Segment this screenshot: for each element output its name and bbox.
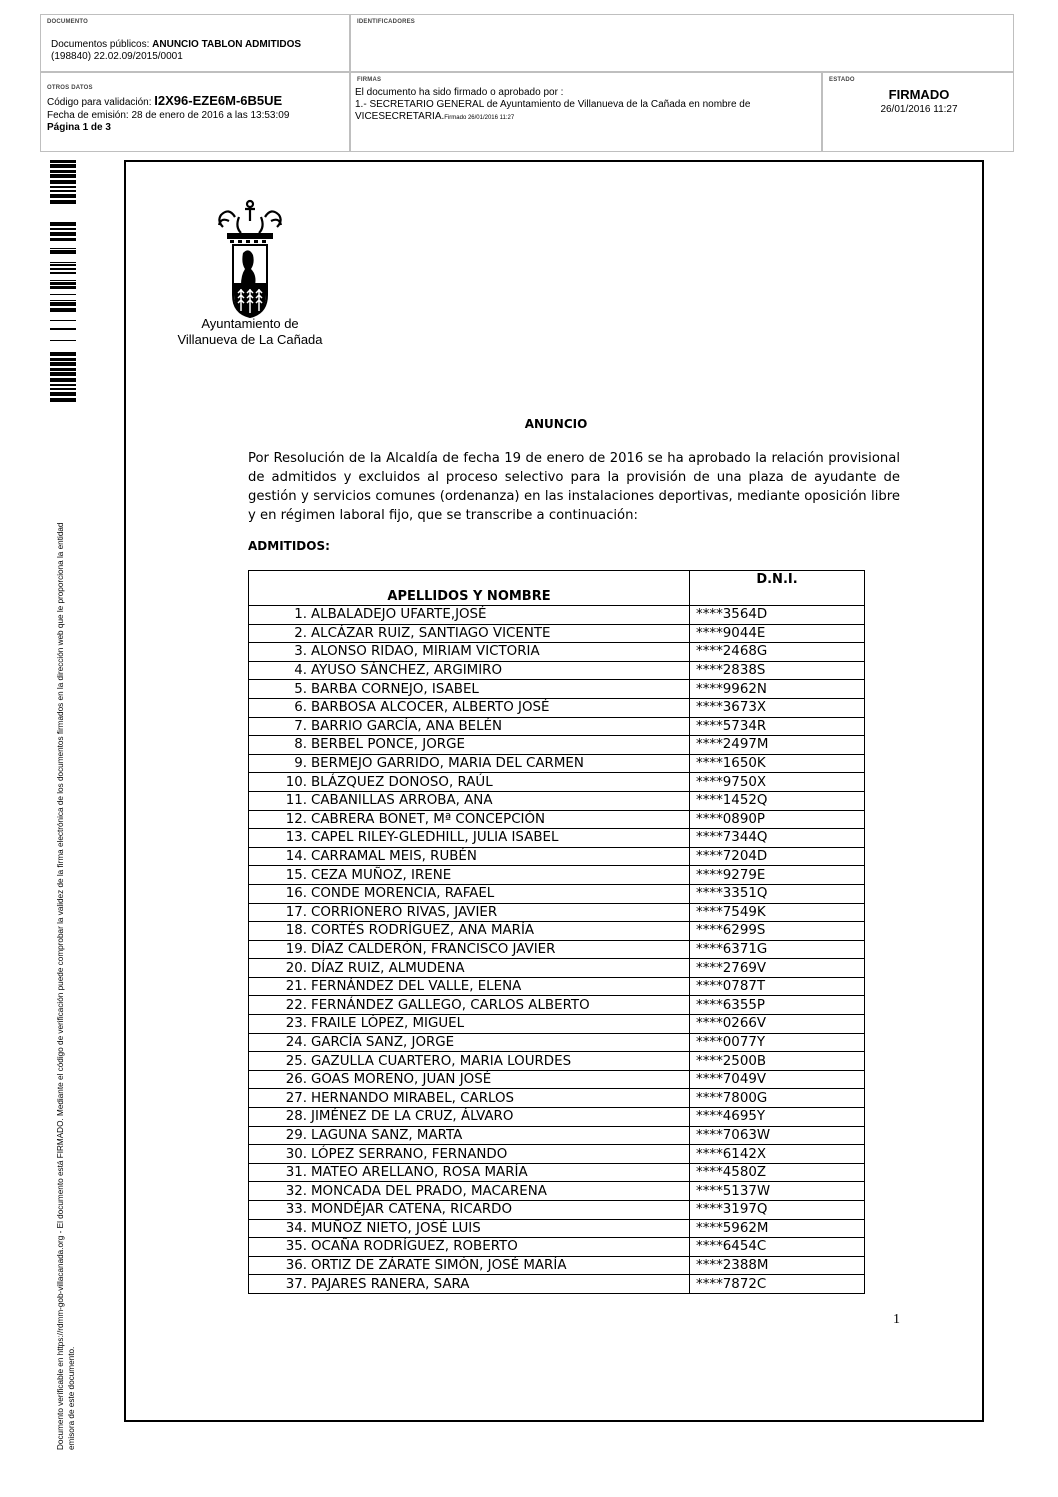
name-cell xyxy=(249,977,690,996)
dni-cell: ****4695Y xyxy=(690,1108,865,1127)
applicant-name: MATEO ARELLANO, ROSA MARÍA xyxy=(311,1165,528,1181)
table-row xyxy=(249,810,865,829)
applicant-name: BERMEJO GARRIDO, MARIA DEL CARMEN xyxy=(311,756,584,772)
applicant-name: CORRIONERO RIVAS, JAVIER xyxy=(311,904,498,920)
name-cell xyxy=(249,903,690,922)
table-row xyxy=(249,1052,865,1071)
row-number: 25. xyxy=(285,1053,307,1069)
applicant-name: BARBA CORNEJO, ISABEL xyxy=(311,681,479,697)
pagina-indicator: Página 1 de 3 xyxy=(47,122,111,133)
dni-cell: ****6355P xyxy=(690,996,865,1015)
table-row xyxy=(249,1126,865,1145)
name-cell xyxy=(249,1256,690,1275)
row-number: 9. xyxy=(294,756,307,772)
name-cell xyxy=(249,866,690,885)
page-number: 1 xyxy=(893,1312,900,1327)
applicant-name: AYUSO SÁNCHEZ, ARGIMIRO xyxy=(311,663,503,679)
dni-cell: ****1650K xyxy=(690,754,865,773)
name-cell xyxy=(249,1015,690,1034)
dni-cell: ****3351Q xyxy=(690,884,865,903)
row-number: 16. xyxy=(285,886,307,902)
name-cell xyxy=(249,1201,690,1220)
row-number: 7. xyxy=(294,718,307,734)
name-cell xyxy=(249,810,690,829)
name-cell xyxy=(249,643,690,662)
row-number: 21. xyxy=(285,979,307,995)
row-number: 14. xyxy=(285,849,307,865)
name-cell xyxy=(249,959,690,978)
dni-cell: ****2500B xyxy=(690,1052,865,1071)
name-cell xyxy=(249,680,690,699)
codigo-validacion: Código para validación: I2X96-EZE6M-6B5UE xyxy=(47,93,283,108)
row-number: 34. xyxy=(285,1220,307,1236)
applicant-name: GAZULLA CUARTERO, MARIA LOURDES xyxy=(311,1053,572,1069)
row-number: 35. xyxy=(285,1239,307,1255)
dni-cell: ****5962M xyxy=(690,1219,865,1238)
name-cell xyxy=(249,847,690,866)
dni-cell: ****2388M xyxy=(690,1256,865,1275)
name-cell xyxy=(249,1108,690,1127)
applicant-name: CAPEL RILEY-GLEDHILL, JULIA ISABEL xyxy=(311,830,559,846)
table-row xyxy=(249,643,865,662)
table-row xyxy=(249,959,865,978)
row-number: 3. xyxy=(294,644,307,660)
dni-cell: ****3197Q xyxy=(690,1201,865,1220)
dni-cell: ****5137W xyxy=(690,1182,865,1201)
documento-line1: Documentos públicos: ANUNCIO TABLON ADMITIDOS xyxy=(51,39,302,50)
row-number: 32. xyxy=(285,1183,307,1199)
row-number: 19. xyxy=(285,941,307,957)
row-number: 33. xyxy=(285,1202,307,1218)
name-cell xyxy=(249,1163,690,1182)
row-number: 22. xyxy=(285,997,307,1013)
resolution-paragraph: Por Resolución de la Alcaldía de fecha 19 de enero de 2016 se ha aprobado la relación provisional de admitidos y excluidos al proceso selectivo para la provisión de una plaza de ayudante de gestión y servicios comunes (ordenanza) en las instalaciones deportivas, mediante oposición libre y en régimen laboral fijo, que se transcribe a continuación: xyxy=(248,451,900,523)
dni-cell: ****4580Z xyxy=(690,1163,865,1182)
row-number: 28. xyxy=(285,1109,307,1125)
table-header-row xyxy=(249,571,865,606)
applicant-name: CEZA MUÑOZ, IRENE xyxy=(311,867,452,883)
row-number: 17. xyxy=(285,904,307,920)
table-row xyxy=(249,1219,865,1238)
row-number: 24. xyxy=(285,1034,307,1050)
applicant-name: ORTIZ DE ZÁRATE SIMÓN, JOSÉ MARÍA xyxy=(311,1258,567,1274)
table-row xyxy=(249,940,865,959)
name-cell xyxy=(249,996,690,1015)
row-number: 12. xyxy=(285,811,307,827)
row-number: 1. xyxy=(294,607,307,623)
name-cell xyxy=(249,1182,690,1201)
row-number: 15. xyxy=(285,867,307,883)
applicant-name: ALONSO RIDAO, MIRIAM VICTORIA xyxy=(311,644,540,660)
applicant-name: BARBOSA ALCOCER, ALBERTO JOSÉ xyxy=(311,700,550,716)
row-number: 6. xyxy=(294,700,307,716)
row-number: 4. xyxy=(294,663,307,679)
row-number: 31. xyxy=(285,1165,307,1181)
row-number: 18. xyxy=(285,923,307,939)
name-cell xyxy=(249,1238,690,1257)
otros-datos-cell xyxy=(40,72,350,152)
dni-cell: ****7800G xyxy=(690,1089,865,1108)
applicant-name: PAJARES RANERA, SARA xyxy=(311,1276,470,1292)
row-number: 8. xyxy=(294,737,307,753)
column-header-dni: D.N.I. xyxy=(690,571,865,606)
name-cell xyxy=(249,940,690,959)
column-header-name: APELLIDOS Y NOMBRE xyxy=(249,571,690,606)
table-row xyxy=(249,903,865,922)
row-number: 30. xyxy=(285,1146,307,1162)
dni-cell: ****6299S xyxy=(690,922,865,941)
table-row xyxy=(249,1201,865,1220)
name-cell xyxy=(249,1145,690,1164)
name-cell xyxy=(249,661,690,680)
side-verification-text xyxy=(56,430,77,1450)
firmas-line1: El documento ha sido firmado o aprobado por : xyxy=(355,87,564,98)
table-row xyxy=(249,606,865,625)
applicant-name: LÓPEZ SERRANO, FERNANDO xyxy=(311,1146,508,1162)
name-cell xyxy=(249,754,690,773)
applicant-name: MONDÉJAR CATENA, RICARDO xyxy=(311,1202,513,1218)
applicant-name: CABANILLAS ARROBA, ANA xyxy=(311,793,493,809)
dni-cell: ****2838S xyxy=(690,661,865,680)
dni-cell: ****7549K xyxy=(690,903,865,922)
dni-cell: ****0787T xyxy=(690,977,865,996)
row-number: 10. xyxy=(285,774,307,790)
dni-cell: ****3564D xyxy=(690,606,865,625)
fecha-emision: Fecha de emisión: 28 de enero de 2016 a las 13:53:09 xyxy=(47,110,290,121)
dni-cell: ****1452Q xyxy=(690,791,865,810)
dni-cell: ****6371G xyxy=(690,940,865,959)
dni-cell: ****6454C xyxy=(690,1238,865,1257)
logo-caption-line2: Villanueva de La Cañada xyxy=(177,332,323,347)
applicant-name: GOAS MORENO, JUAN JOSÉ xyxy=(311,1072,492,1088)
row-number: 26. xyxy=(285,1072,307,1088)
estado-value: FIRMADO xyxy=(888,87,950,102)
dni-cell: ****0266V xyxy=(690,1015,865,1034)
table-row xyxy=(249,1275,865,1294)
applicant-name: ALBALADEJO UFARTE,JOSÉ xyxy=(311,607,487,623)
table-row xyxy=(249,1033,865,1052)
name-cell xyxy=(249,1219,690,1238)
name-cell xyxy=(249,624,690,643)
name-cell xyxy=(249,1033,690,1052)
dni-cell: ****2468G xyxy=(690,643,865,662)
dni-cell: ****9750X xyxy=(690,773,865,792)
table-row xyxy=(249,661,865,680)
barcode xyxy=(50,160,76,412)
table-row xyxy=(249,717,865,736)
table-body xyxy=(249,606,865,1294)
name-cell xyxy=(249,829,690,848)
dni-cell: ****3673X xyxy=(690,698,865,717)
name-cell xyxy=(249,884,690,903)
applicant-name: OCAÑA RODRÍGUEZ, ROBERTO xyxy=(311,1239,518,1255)
row-number: 13. xyxy=(285,830,307,846)
name-cell xyxy=(249,606,690,625)
row-number: 23. xyxy=(285,1016,307,1032)
dni-cell: ****7204D xyxy=(690,847,865,866)
applicant-name: FRAILE LÓPEZ, MIGUEL xyxy=(311,1016,465,1032)
row-number: 11. xyxy=(285,793,307,809)
table-row xyxy=(249,829,865,848)
documento-cell xyxy=(40,14,350,72)
applicant-name: ALCÁZAR RUIZ, SANTIAGO VICENTE xyxy=(311,625,551,641)
table-row xyxy=(249,977,865,996)
table-row xyxy=(249,884,865,903)
applicant-name: LAGUNA SANZ, MARTA xyxy=(311,1127,463,1143)
table-row xyxy=(249,791,865,810)
dni-cell: ****7049V xyxy=(690,1070,865,1089)
applicant-name: MUÑOZ NIETO, JOSÉ LUIS xyxy=(311,1220,481,1236)
otros-datos-label: OTROS DATOS xyxy=(47,85,93,91)
table-row xyxy=(249,1182,865,1201)
name-cell xyxy=(249,736,690,755)
firmas-cell xyxy=(350,72,822,152)
table-row xyxy=(249,922,865,941)
table-row xyxy=(249,698,865,717)
row-number: 2. xyxy=(294,625,307,641)
logo-caption xyxy=(175,316,325,348)
dni-cell: ****7344Q xyxy=(690,829,865,848)
dni-cell: ****6142X xyxy=(690,1145,865,1164)
applicant-name: DÍAZ CALDERÓN, FRANCISCO JAVIER xyxy=(311,941,556,957)
logo-caption-line1: Ayuntamiento de xyxy=(201,316,299,331)
name-cell xyxy=(249,773,690,792)
row-number: 36. xyxy=(285,1258,307,1274)
row-number: 27. xyxy=(285,1090,307,1106)
applicant-name: HERNANDO MIRABEL, CARLOS xyxy=(311,1090,515,1106)
table-row xyxy=(249,773,865,792)
row-number: 37. xyxy=(285,1276,307,1292)
table-row xyxy=(249,624,865,643)
identificadores-label: IDENTIFICADORES xyxy=(357,19,416,25)
applicant-name: FERNÁNDEZ GALLEGO, CARLOS ALBERTO xyxy=(311,997,590,1013)
identificadores-cell xyxy=(350,14,1014,72)
table-row xyxy=(249,680,865,699)
estado-label: ESTADO xyxy=(829,77,855,83)
documento-line2: (198840) 22.02.09/2015/0001 xyxy=(51,51,183,62)
estado-cell xyxy=(822,72,1014,152)
name-cell xyxy=(249,717,690,736)
dni-cell: ****0890P xyxy=(690,810,865,829)
applicant-name: MONCADA DEL PRADO, MACARENA xyxy=(311,1183,547,1199)
applicant-name: BLÁZQUEZ DONOSO, RAÚL xyxy=(311,774,493,790)
dni-cell: ****5734R xyxy=(690,717,865,736)
dni-cell: ****2769V xyxy=(690,959,865,978)
dni-cell: ****9962N xyxy=(690,680,865,699)
name-cell xyxy=(249,922,690,941)
side-text-line2: emisora de este documento. xyxy=(66,1346,76,1450)
applicant-name: CARRAMAL MEIS, RUBÉN xyxy=(311,849,477,865)
table-row xyxy=(249,866,865,885)
name-cell xyxy=(249,1052,690,1071)
table-row xyxy=(249,1163,865,1182)
table-row xyxy=(249,1015,865,1034)
estado-date: 26/01/2016 11:27 xyxy=(880,104,958,115)
applicant-name: CORTÉS RODRÍGUEZ, ANA MARÍA xyxy=(311,923,535,939)
side-text-line1: Documento verificable en https://rdmm-gob-villacanada.org - El documento está FIRMADO. Mediante el código de verificación puede comprobar la validez de la firma electrónica de los documentos firmados en la dirección web que le proporciona la entidad xyxy=(56,522,65,1450)
table-row xyxy=(249,1070,865,1089)
documento-label: DOCUMENTO xyxy=(47,19,89,25)
signature-header xyxy=(40,14,1014,152)
row-number: 5. xyxy=(294,681,307,697)
name-cell xyxy=(249,1126,690,1145)
applicant-name: CONDE MORENCIA, RAFAEL xyxy=(311,886,495,902)
applicant-name: BARRIO GARCÍA, ANA BELÉN xyxy=(311,718,503,734)
table-row xyxy=(249,847,865,866)
table-row xyxy=(249,996,865,1015)
applicant-name: GARCÍA SANZ, JORGE xyxy=(311,1034,455,1050)
admitidos-table xyxy=(248,570,865,1294)
applicant-name: JIMÉNEZ DE LA CRUZ, ÁLVARO xyxy=(311,1109,514,1125)
admitidos-heading: ADMITIDOS: xyxy=(248,539,330,553)
name-cell xyxy=(249,791,690,810)
table-row xyxy=(249,1108,865,1127)
applicant-name: FERNÁNDEZ DEL VALLE, ELENA xyxy=(311,979,522,995)
table-row xyxy=(249,1145,865,1164)
name-cell xyxy=(249,698,690,717)
firmas-line2: 1.- SECRETARIO GENERAL de Ayuntamiento de Villanueva de la Cañada en nombre de xyxy=(355,99,751,110)
table-row xyxy=(249,1238,865,1257)
table-row xyxy=(249,754,865,773)
applicant-name: BERBEL PONCE, JORGE xyxy=(311,737,465,753)
document-title: ANUNCIO xyxy=(524,417,588,431)
dni-cell: ****7872C xyxy=(690,1275,865,1294)
table-row xyxy=(249,1089,865,1108)
dni-cell: ****9279E xyxy=(690,866,865,885)
name-cell xyxy=(249,1275,690,1294)
table-row xyxy=(249,1256,865,1275)
dni-cell: ****9044E xyxy=(690,624,865,643)
row-number: 29. xyxy=(285,1127,307,1143)
row-number: 20. xyxy=(285,960,307,976)
name-cell xyxy=(249,1070,690,1089)
name-cell xyxy=(249,1089,690,1108)
applicant-name: CABRERA BONET, Mª CONCEPCIÓN xyxy=(311,811,546,827)
dni-cell: ****0077Y xyxy=(690,1033,865,1052)
firmas-line3: VICESECRETARIA.Firmado 26/01/2016 11:27 xyxy=(355,111,515,122)
dni-cell: ****2497M xyxy=(690,736,865,755)
table-row xyxy=(249,736,865,755)
applicant-name: DÍAZ RUIZ, ALMUDENA xyxy=(311,960,465,976)
dni-cell: ****7063W xyxy=(690,1126,865,1145)
firmas-label: FIRMAS xyxy=(357,77,382,83)
